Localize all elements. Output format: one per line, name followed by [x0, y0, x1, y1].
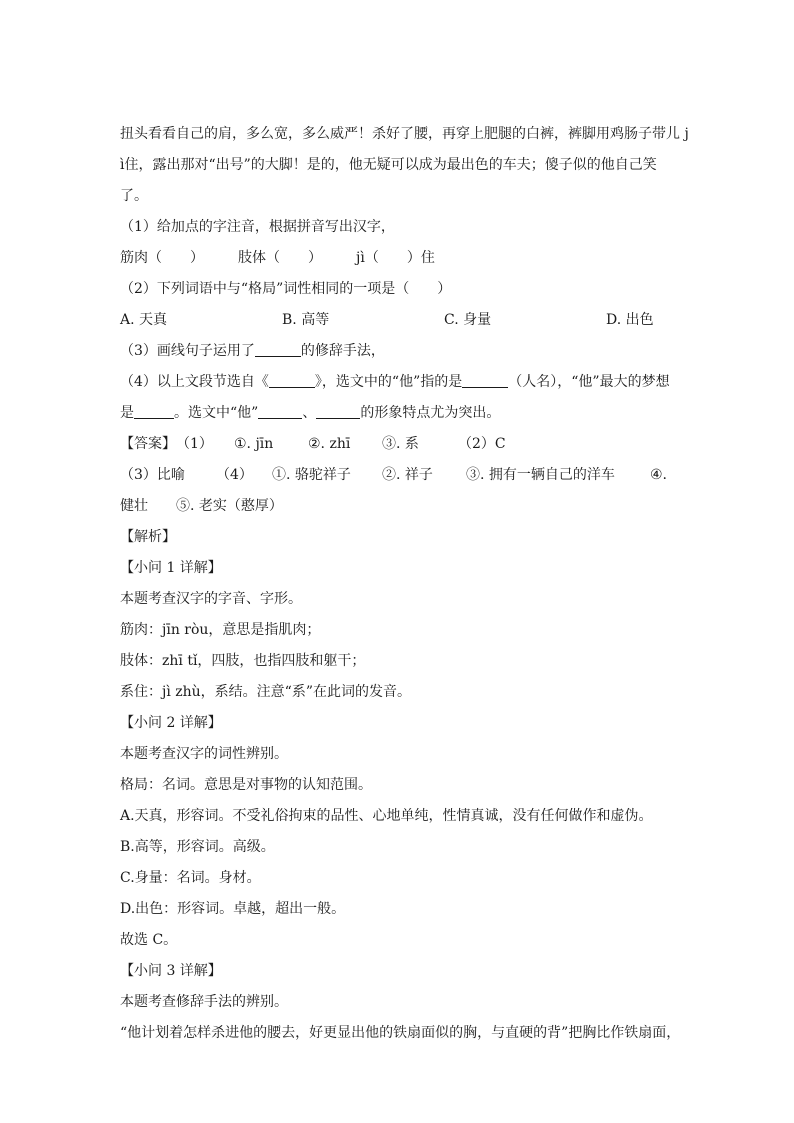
answer-line-1: [120, 434, 676, 454]
sub2-line-3: A.天真，形容词。不受礼俗拘束的品性、心地单纯，性情真诚，没有任何做作和虚伪。: [120, 808, 653, 824]
q2-option-c: C. 身量: [444, 312, 492, 328]
sub3-line-2: “他计划着怎样杀进他的腰去，好更显出他的铁扇面似的胸，与直硬的背”把胸比作铁扇面，: [120, 1025, 681, 1041]
answer-3: （3）比喻: [120, 467, 185, 483]
question-2-prompt: （2）下列词语中与“格局”词性相同的一项是（ ）: [120, 281, 452, 297]
answer-1-b: ②. zhī: [308, 436, 351, 452]
q1-item-jinrou: 筋肉（ ）: [120, 250, 204, 266]
answer-label: 【答案】: [120, 436, 176, 452]
q3-text-after: 的修辞手法，: [300, 343, 385, 359]
q4-text-2: 》，选文中的“他”指的是: [314, 374, 463, 390]
answer-4-num: （4）: [216, 467, 253, 483]
q1-item-zhiti: 肢体（ ）: [238, 250, 322, 266]
q3-answer-blank: [255, 342, 301, 357]
sub3-line-1: 本题考查修辞手法的辨别。: [120, 994, 288, 1010]
passage-line-2: ì住，露出那对“出号”的大脚！是的，他无疑可以成为最出色的车夫；傻子似的他自己笑: [120, 157, 657, 173]
q4-blank-book: [269, 373, 315, 388]
passage-line-3: 了。: [120, 188, 148, 204]
sub2-line-5: C.身量：名词。身材。: [120, 870, 261, 886]
answer-line-3: [120, 496, 676, 516]
sub1-line-1: 本题考查汉字的字音、字形。: [120, 591, 302, 607]
question-4-line-1: [120, 372, 670, 392]
sub3-heading: 【小问 3 详解】: [120, 963, 222, 979]
sub2-line-6: D.出色：形容词。卓越，超出一般。: [120, 901, 346, 917]
answer-1-c: ③. 系: [382, 436, 419, 452]
passage-line-1: 扭头看看自己的肩，多么宽，多么威严！杀好了腰，再穿上肥腿的白裤，裤脚用鸡肠子带儿 j: [120, 126, 689, 142]
q3-text-before: （3）画线句子运用了: [120, 343, 255, 359]
q4-text-4: 是: [120, 405, 134, 421]
answer-4-d: 健壮: [120, 498, 148, 514]
answer-4-b: ②. 祥子: [382, 467, 433, 483]
q4-text-7: 的形象特点尤为突出。: [360, 405, 501, 421]
q4-text-6: 、: [302, 405, 317, 421]
analysis-heading: 【解析】: [120, 529, 176, 545]
question-2-options: [120, 310, 676, 330]
sub1-line-2: 筋肉：jīn ròu，意思是指肌肉；: [120, 622, 321, 638]
q4-text-1: （4）以上文段节选自《: [120, 374, 269, 390]
q2-option-a: A. 天真: [120, 312, 168, 328]
sub1-line-3: 肢体：zhī tǐ，四肢，也指四肢和躯干；: [120, 653, 366, 669]
sub2-line-2: 格局：名词。意思是对事物的认知范围。: [120, 777, 372, 793]
q4-text-5: 。选文中“他”: [174, 405, 259, 421]
q1-item-ji: jì（ ）住: [356, 250, 435, 266]
question-3: [120, 341, 385, 361]
q4-text-3: （人名），“他”最大的梦想: [508, 374, 670, 390]
answer-4-e: ⑤. 老实（憨厚）: [176, 498, 283, 514]
answer-4-c: ③. 拥有一辆自己的洋车: [466, 467, 615, 483]
q4-blank-dream: [134, 404, 174, 419]
answer-4-d-marker: ④.: [650, 467, 668, 483]
q4-blank-trait-1: [258, 404, 302, 419]
sub2-line-4: B.高等，形容词。高级。: [120, 839, 275, 855]
q2-option-b: B. 高等: [282, 312, 330, 328]
answer-1-a: ①. jīn: [234, 436, 274, 452]
q2-option-d: D. 出色: [606, 312, 654, 328]
question-4-line-2: [120, 403, 500, 423]
answer-1-num: （1）: [176, 436, 213, 452]
question-1-prompt: （1）给加点的字注音，根据拼音写出汉字，: [120, 219, 395, 235]
sub2-line-7: 故选 C。: [120, 932, 178, 948]
q4-blank-name: [462, 373, 508, 388]
question-1-items: [120, 248, 676, 268]
sub2-line-1: 本题考查汉字的词性辨别。: [120, 746, 288, 762]
answer-4-a: ①. 骆驼祥子: [272, 467, 351, 483]
sub2-heading: 【小问 2 详解】: [120, 715, 222, 731]
sub1-line-4: 系住：jì zhù，系结。注意“系”在此词的发音。: [120, 684, 411, 700]
answer-line-2: [120, 465, 676, 485]
sub1-heading: 【小问 1 详解】: [120, 560, 222, 576]
answer-2: （2）C: [458, 436, 506, 452]
q4-blank-trait-2: [316, 404, 360, 419]
